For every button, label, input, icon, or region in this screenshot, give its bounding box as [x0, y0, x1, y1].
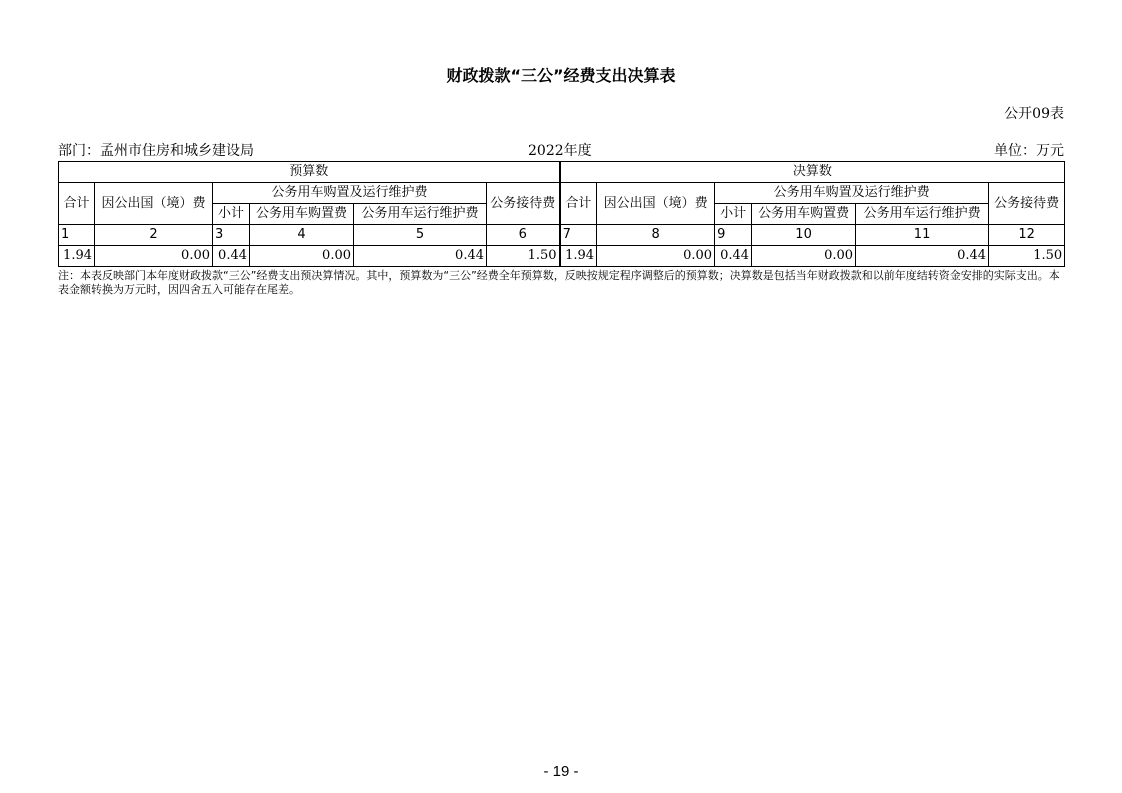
final-accounts-group-header: 决算数 [560, 162, 1065, 183]
budget-total-header: 合计 [59, 183, 95, 225]
budget-vehicle-group-header: 公务用车购置及运行维护费 [213, 183, 487, 204]
index-cell: 9 [715, 225, 752, 246]
value-cell: 0.00 [95, 246, 213, 267]
value-cell: 0.00 [752, 246, 856, 267]
value-cell: 1.94 [59, 246, 95, 267]
table-note: 注：本表反映部门本年度财政拨款“三公”经费支出预决算情况。其中，预算数为“三公”经费全年预算数，反映按规定程序调整后的预算数；决算数是包括当年财政拨款和以前年度结转资金安排的实际支出。本表金额转换为万元时，因四舍五入可能存在尾差。 [58, 269, 1060, 296]
index-cell: 11 [856, 225, 989, 246]
value-cell: 0.00 [597, 246, 715, 267]
value-cell: 0.44 [856, 246, 989, 267]
meta-row [58, 142, 1064, 160]
final-abroad-header: 因公出国（境）费 [597, 183, 715, 225]
value-cell: 0.44 [354, 246, 487, 267]
final-vehicle-group-header: 公务用车购置及运行维护费 [715, 183, 989, 204]
three-public-expenses-table [58, 161, 1065, 267]
final-subtotal-header: 小计 [715, 204, 752, 225]
final-total-header: 合计 [560, 183, 597, 225]
value-cell: 1.50 [487, 246, 560, 267]
table-row [59, 246, 1065, 267]
header-row [59, 183, 1065, 204]
value-cell: 1.94 [560, 246, 597, 267]
index-cell: 8 [597, 225, 715, 246]
index-cell: 1 [59, 225, 95, 246]
index-row [59, 225, 1065, 246]
budget-reception-header: 公务接待费 [487, 183, 560, 225]
index-cell: 2 [95, 225, 213, 246]
final-vehicle-operation-header: 公务用车运行维护费 [856, 204, 989, 225]
fiscal-year: 2022年度 [528, 143, 592, 159]
value-cell: 1.50 [989, 246, 1065, 267]
budget-group-header: 预算数 [59, 162, 560, 183]
header-group-row [59, 162, 1065, 183]
index-cell: 5 [354, 225, 487, 246]
page-title: 财政拨款“三公”经费支出决算表 [446, 66, 676, 85]
index-cell: 12 [989, 225, 1065, 246]
budget-vehicle-purchase-header: 公务用车购置费 [250, 204, 354, 225]
final-reception-header: 公务接待费 [989, 183, 1065, 225]
budget-subtotal-header: 小计 [213, 204, 250, 225]
value-cell: 0.00 [250, 246, 354, 267]
form-number: 公开09表 [1004, 106, 1064, 122]
index-cell: 3 [213, 225, 250, 246]
value-cell: 0.44 [213, 246, 250, 267]
final-vehicle-purchase-header: 公务用车购置费 [752, 204, 856, 225]
page-number: - 19 - [543, 763, 579, 780]
index-cell: 7 [560, 225, 597, 246]
index-cell: 10 [752, 225, 856, 246]
budget-abroad-header: 因公出国（境）费 [95, 183, 213, 225]
unit-label: 单位：万元 [994, 143, 1064, 159]
index-cell: 4 [250, 225, 354, 246]
index-cell: 6 [487, 225, 560, 246]
budget-vehicle-operation-header: 公务用车运行维护费 [354, 204, 487, 225]
value-cell: 0.44 [715, 246, 752, 267]
department-label: 部门：孟州市住房和城乡建设局 [58, 143, 254, 159]
